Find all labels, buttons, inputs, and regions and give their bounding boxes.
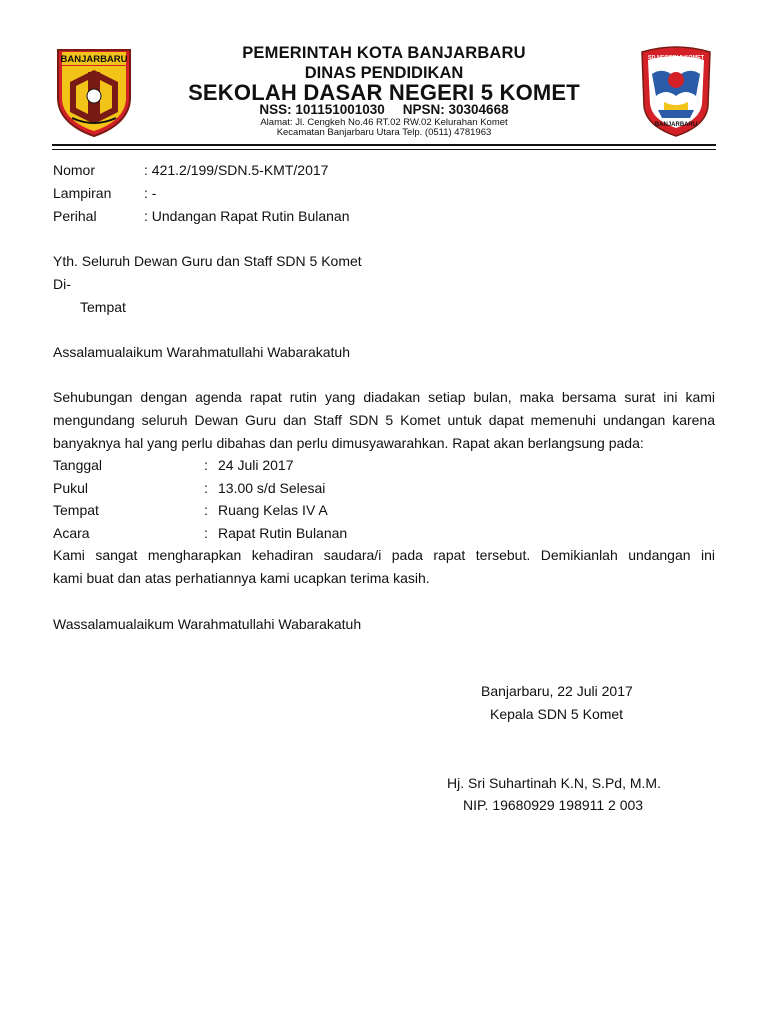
body-line-3: banyaknya hal yang perlu dibahas dan perlu dimusyawarahkan. Rapat akan berlangsung pada: [53, 435, 644, 451]
header-rule-thick [52, 144, 716, 146]
recipient-di: Di- [53, 276, 71, 292]
recipient-line: Yth. Seluruh Dewan Guru dan Staff SDN 5 Komet [53, 253, 362, 269]
detail-value: Ruang Kelas IV A [218, 502, 328, 518]
address-line-1: Alamat: Jl. Cengkeh No.46 RT.02 RW.02 Kelurahan Komet [260, 117, 508, 128]
detail-label: Acara [53, 525, 90, 541]
detail-value: 13.00 s/d Selesai [218, 480, 326, 496]
place-date: Banjarbaru, 22 Juli 2017 [481, 683, 633, 699]
recipient-tempat: Tempat [80, 299, 126, 315]
school-codes [0, 102, 768, 117]
school-address [0, 118, 768, 138]
body-line-2: mengundang seluruh Dewan Guru dan Staff SDN 5 Komet untuk dapat memenuhi undangan karena [53, 412, 715, 428]
detail-colon: : [204, 525, 208, 541]
header-government: PEMERINTAH KOTA BANJARBARU [242, 44, 526, 62]
detail-value: Rapat Rutin Bulanan [218, 525, 348, 541]
lampiran-label: Lampiran [53, 185, 112, 201]
detail-colon: : [204, 502, 208, 518]
body-line-5: kami buat dan atas perhatiannya kami ucapkan terima kasih. [53, 570, 430, 586]
perihal-value: : Undangan Rapat Rutin Bulanan [144, 208, 350, 224]
signer-nip: NIP. 19680929 198911 2 003 [463, 797, 644, 813]
body-line-1: Sehubungan dengan agenda rapat rutin yang diadakan setiap bulan, maka bersama surat ini kami [53, 389, 715, 405]
body-line-4: Kami sangat mengharapkan kehadiran saudara/i pada rapat tersebut. Demikianlah undangan ini [53, 547, 715, 563]
signer-position: Kepala SDN 5 Komet [490, 706, 624, 722]
nomor-label: Nomor [53, 162, 96, 178]
school-name: SEKOLAH DASAR NEGERI 5 KOMET [188, 80, 580, 105]
nomor-value: : 421.2/199/SDN.5-KMT/2017 [144, 162, 329, 178]
detail-label: Pukul [53, 480, 89, 496]
signer-name: Hj. Sri Suhartinah K.N, S.Pd, M.M. [447, 775, 661, 791]
perihal-label: Perihal [53, 208, 97, 224]
npsn: NPSN: 30304668 [402, 102, 509, 117]
left-logo-text: BANJARBARU [60, 54, 128, 65]
detail-label: Tanggal [53, 457, 103, 473]
detail-colon: : [204, 480, 208, 496]
header-department: DINAS PENDIDIKAN [304, 64, 464, 82]
lampiran-value: : - [144, 185, 157, 201]
greeting: Assalamualaikum Warahmatullahi Wabarakatuh [53, 344, 350, 360]
address-line-2: Kecamatan Banjarbaru Utara Telp. (0511) 4781963 [276, 127, 492, 138]
detail-colon: : [204, 457, 208, 473]
header-rule-thin [52, 149, 716, 150]
detail-value: 24 Juli 2017 [218, 457, 294, 473]
right-logo-top-text: SD NEGERI 5 KOMET [647, 55, 705, 61]
detail-label: Tempat [53, 502, 99, 518]
nss: NSS: 101151001030 [259, 102, 385, 117]
closing: Wassalamualaikum Warahmatullahi Wabarakatuh [53, 616, 362, 632]
right-logo-bottom-text: BANJARBARU [654, 122, 698, 128]
